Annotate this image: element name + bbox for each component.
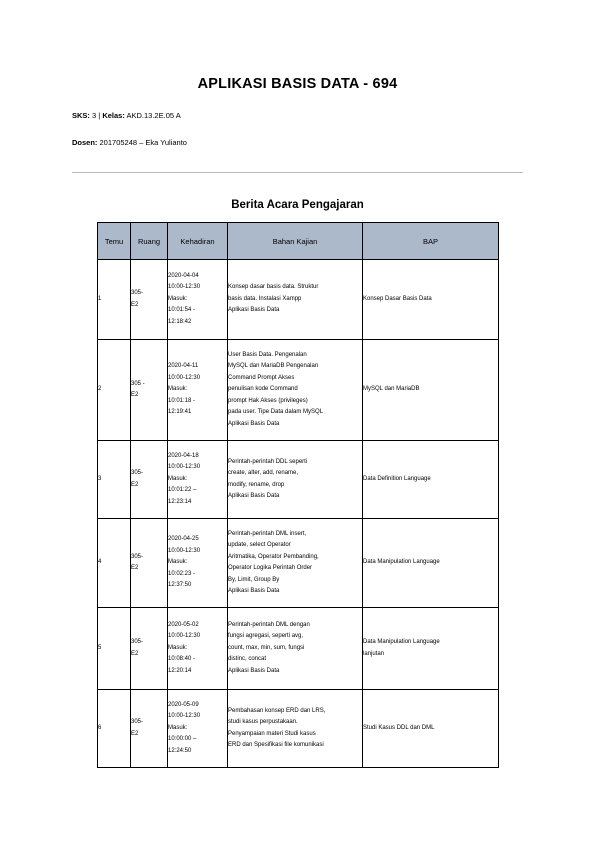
kehadiran-line: 12:19:41 [168, 409, 192, 416]
bahan-line: Perintah-perintah DML dengan [228, 621, 310, 628]
bahan-line: count, max, min, sum, fungsi [228, 644, 305, 651]
kehadiran-line: Masuk: [168, 475, 188, 482]
cell-kehadiran [168, 519, 228, 608]
ruang-line: 305 - [131, 380, 145, 387]
cell-bahan-kajian [228, 441, 363, 519]
bahan-line: Penyampaian materi Studi kasus [228, 730, 316, 737]
cell-bap [363, 260, 499, 340]
kehadiran-line: 10:00-12:30 [168, 547, 201, 554]
bahan-line: Pembahasan konsep ERD dan LRS, [228, 707, 326, 714]
ruang-line: E2 [131, 301, 139, 308]
cell-bap [363, 608, 499, 690]
cell-kehadiran [168, 690, 228, 768]
table-row [98, 690, 499, 768]
bahan-line: modify, rename, drop [228, 481, 285, 488]
ruang-line: 305- [131, 639, 144, 645]
bahan-line: distinc, concat [228, 656, 267, 663]
kehadiran-line: 10:01:22 – [168, 487, 197, 494]
bahan-line: Aplikasi Basis Data [228, 420, 280, 427]
bahan-line: penulisan kode Command [228, 386, 298, 393]
section-title: Berita Acara Pengajaran [231, 199, 364, 211]
cell-kehadiran [168, 260, 228, 340]
bahan-line: Aplikasi Basis Data [228, 493, 280, 499]
cell-bap [363, 441, 499, 519]
cell-ruang [131, 608, 168, 690]
ruang-line: 305- [131, 719, 144, 725]
kehadiran-line: 12:18:42 [168, 318, 192, 325]
kehadiran-line: 2020-04-18 [168, 452, 199, 459]
bap-table [97, 222, 499, 768]
cell-temu: 3 [98, 441, 131, 519]
bahan-line: update, select Operator [228, 542, 291, 548]
kehadiran-line: 2020-04-04 [168, 272, 199, 279]
course-meta [72, 111, 181, 120]
header-ruang: Ruang [131, 223, 168, 260]
cell-kehadiran [168, 340, 228, 441]
table-body [98, 260, 499, 768]
bap-line: Konsep Dasar Basis Data [363, 295, 432, 302]
ruang-line: E2 [131, 481, 139, 488]
ruang-line: 305- [131, 290, 144, 296]
table-row [98, 260, 499, 340]
cell-temu: 6 [98, 690, 131, 768]
kehadiran-line: 2020-05-09 [168, 701, 199, 708]
bahan-line: User Basis Data. Pengenalan [228, 351, 307, 358]
kehadiran-line: Masuk: [168, 386, 188, 393]
cell-temu: 5 [98, 608, 131, 690]
dosen-label: Dosen: [72, 138, 98, 147]
document-title: APLIKASI BASIS DATA - 694 [197, 76, 398, 92]
dosen-value: 201705248 – Eka Yulianto [99, 138, 187, 147]
bap-line: lanjutan [363, 650, 385, 657]
kehadiran-line: 10:00-12:30 [168, 633, 201, 640]
table-row [98, 608, 499, 690]
ruang-line: E2 [131, 392, 139, 398]
cell-temu: 4 [98, 519, 131, 608]
kehadiran-line: 10:08:40 - [168, 656, 196, 663]
kehadiran-line: 10:00-12:30 [168, 713, 201, 720]
header-temu: Temu [98, 223, 131, 260]
bahan-line: Konsep dasar basis data. Struktur [228, 284, 319, 291]
bahan-line: studi kasus perpustakaan. [228, 719, 298, 725]
ruang-line: E2 [131, 565, 139, 571]
bahan-line: fungsi agregasi, seperti avg, [228, 633, 304, 640]
kehadiran-line: Masuk: [168, 724, 188, 731]
bahan-line: ERD dan Spesifikasi file komunikasi [228, 742, 324, 748]
kehadiran-line: 10:00-12:30 [168, 284, 201, 291]
cell-kehadiran [168, 608, 228, 690]
bahan-line: create, alter, add, rename, [228, 470, 299, 476]
kehadiran-line: 10:00-12:30 [168, 374, 201, 381]
cell-kehadiran [168, 441, 228, 519]
bap-line: Studi Kasus DDL dan DML [363, 724, 435, 731]
kehadiran-line: Masuk: [168, 295, 188, 302]
kehadiran-line: 10:01:54 - [168, 307, 196, 314]
table-row [98, 519, 499, 608]
kehadiran-line: 12:20:14 [168, 667, 192, 674]
ruang-line: 305- [131, 470, 144, 476]
horizontal-divider [72, 172, 523, 173]
bap-line: Data Definition Language [363, 475, 431, 482]
kehadiran-line: 12:24:50 [168, 747, 192, 754]
kehadiran-line: 10:00:00 – [168, 736, 197, 743]
cell-bap [363, 690, 499, 768]
ruang-line: 305- [131, 553, 144, 560]
cell-ruang [131, 260, 168, 340]
bap-line: Data Manipulation Language [363, 559, 440, 566]
cell-temu: 1 [98, 260, 131, 340]
kelas-label: Kelas: [102, 111, 125, 120]
kehadiran-line: 2020-04-25 [168, 536, 199, 543]
bahan-line: Aplikasi Basis Data [228, 307, 280, 314]
kehadiran-line: 2020-04-11 [168, 363, 199, 370]
cell-bap [363, 519, 499, 608]
sks-value: 3 | [92, 111, 103, 120]
sks-label: SKS: [72, 111, 90, 120]
bahan-line: Operator Logika Perintah Order [228, 565, 313, 571]
table-header-row [98, 223, 499, 260]
bahan-line: Perintah-perintah DML insert, [228, 530, 307, 537]
cell-bahan-kajian [228, 260, 363, 340]
cell-temu: 2 [98, 340, 131, 441]
ruang-line: E2 [131, 650, 139, 657]
header-kehadiran: Kehadiran [168, 223, 228, 260]
cell-ruang [131, 441, 168, 519]
kelas-value: AKD.13.2E.05 A [126, 111, 181, 120]
lecturer-meta [72, 138, 187, 147]
kehadiran-line: 2020-05-02 [168, 621, 199, 628]
cell-bahan-kajian [228, 608, 363, 690]
kehadiran-line: 12:37:50 [168, 582, 192, 589]
cell-bahan-kajian [228, 340, 363, 441]
cell-ruang [131, 519, 168, 608]
kehadiran-line: Masuk: [168, 559, 188, 566]
bahan-line: Perintah-perintah DDL seperti [228, 458, 308, 465]
table-row [98, 340, 499, 441]
bahan-line: MySQL dan MariaDB Pengenalan [228, 363, 319, 370]
bahan-line: basis data. Instalasi Xampp [228, 295, 302, 302]
cell-ruang [131, 690, 168, 768]
bap-line: MySQL dan MariaDB [363, 386, 420, 393]
header-bap: BAP [363, 223, 499, 260]
bahan-line: By, Limit, Group By [228, 576, 280, 583]
cell-ruang [131, 340, 168, 441]
kehadiran-line: 12:23:14 [168, 498, 192, 505]
kehadiran-line: 10:00-12:30 [168, 464, 201, 471]
table-row [98, 441, 499, 519]
bahan-line: Aritmatika, Operator Pembanding, [228, 553, 319, 560]
cell-bahan-kajian [228, 519, 363, 608]
kehadiran-line: 10:02:23 - [168, 570, 196, 577]
bahan-line: prompt Hak Akses (privileges) [228, 397, 308, 404]
cell-bap [363, 340, 499, 441]
header-bahan-kajian: Bahan Kajian [228, 223, 363, 260]
bahan-line: Aplikasi Basis Data [228, 588, 280, 594]
kehadiran-line: 10:01:18 - [168, 397, 196, 404]
bahan-line: Aplikasi Basis Data [228, 667, 280, 674]
ruang-line: E2 [131, 730, 139, 737]
cell-bahan-kajian [228, 690, 363, 768]
kehadiran-line: Masuk: [168, 644, 188, 651]
bahan-line: Command Prompt Akses [228, 374, 295, 381]
bap-line: Data Manipulation Language [363, 639, 440, 645]
bahan-line: pada user. Tipe Data dalam MySQL [228, 409, 324, 416]
